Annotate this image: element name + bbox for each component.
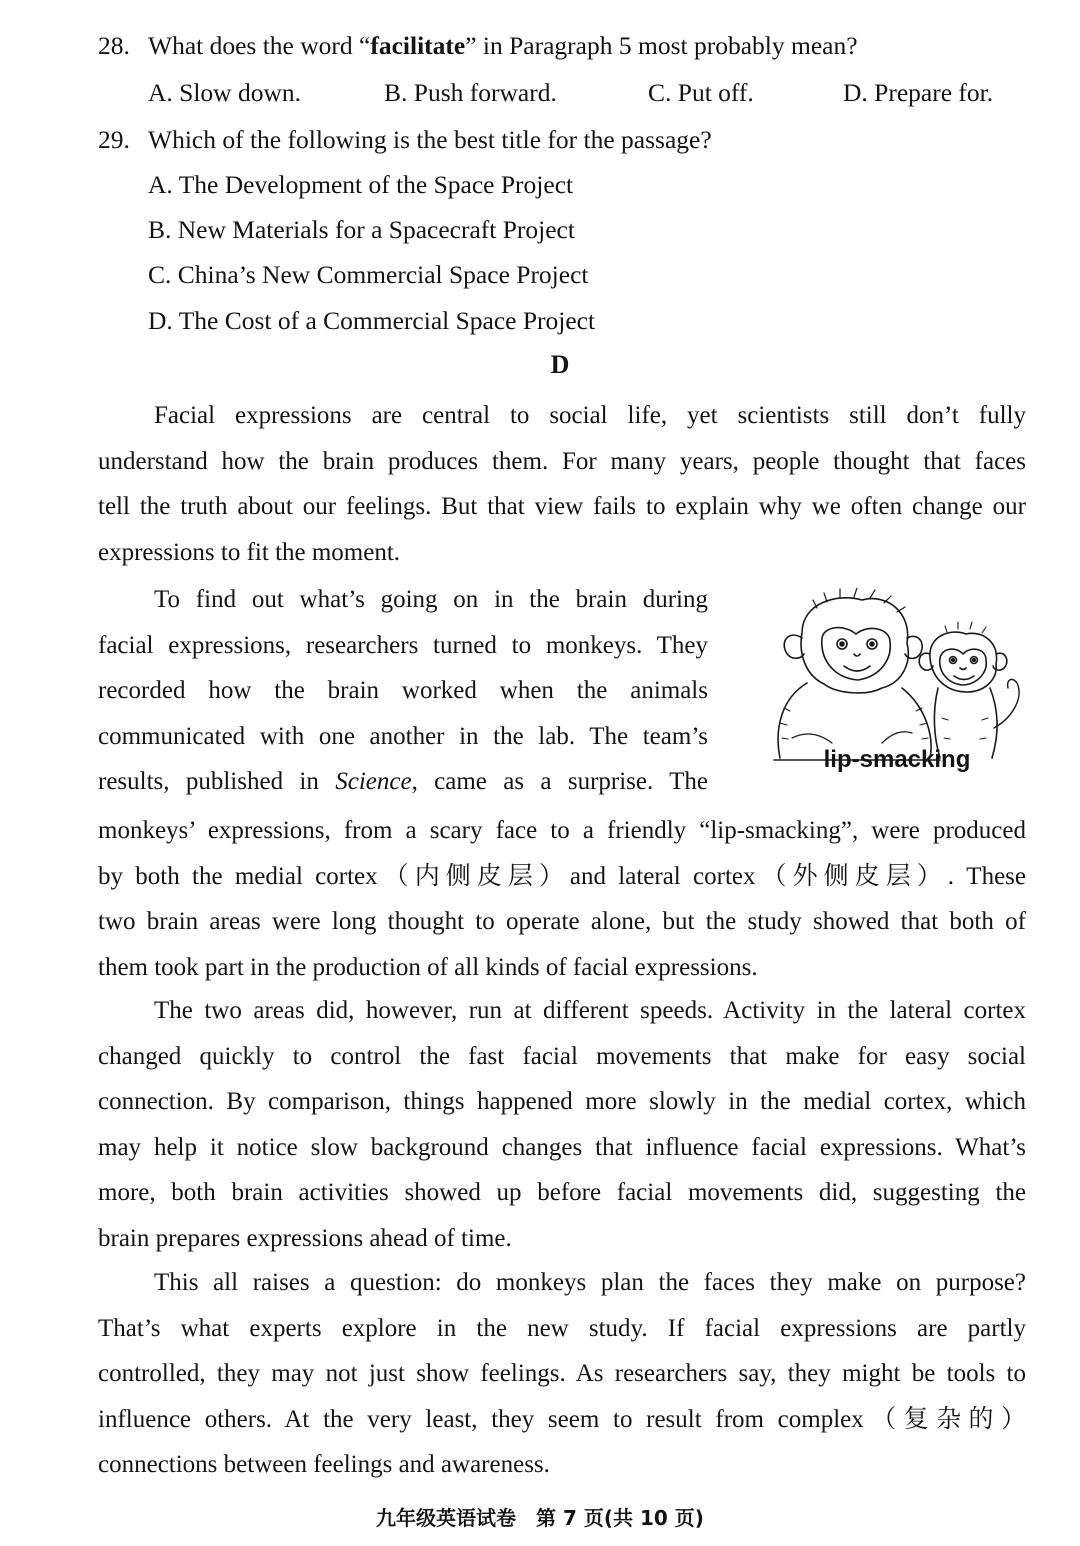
paragraph-2-wrapped [98,577,708,805]
text-line: brain prepares expressions ahead of time. [98,1224,512,1252]
text-line: recorded how the brain worked when the animals [98,677,708,705]
option-29-b: B. New Materials for a Spacecraft Project [148,215,575,244]
paragraph-1 [98,393,1026,575]
text-line: connection. By comparison, things happened more slowly in the medial cortex, which [98,1088,1026,1116]
stem-text: Which of the following is the best title for the passage? [148,125,712,154]
text-line [98,759,708,805]
text-line: understand how the brain produces them. For many years, people thought that faces [98,447,1026,475]
text-line: Facial expressions are central to social life, yet scientists still don’t fully [154,402,1026,429]
text-line: expressions to fit the moment. [98,538,401,566]
text-line: connections between feelings and awareness. [98,1451,550,1479]
figure-caption: lip-smacking [823,746,971,773]
section-heading: D [550,350,570,379]
text-line: To find out what’s going on in the brain during [154,586,708,613]
question-number: 29. [98,125,130,154]
paragraph-2-continued [98,808,1026,990]
text-run: , came as a surprise. The [411,768,708,796]
text-line: communicated with one another in the lab. The team’s [98,722,708,750]
text-line: two brain areas were long thought to operate alone, but the study showed that both of [98,908,1026,936]
question-number: 28. [98,31,130,60]
question-28-stem [98,31,858,61]
text-line: may help it notice slow background changes that influence facial expressions. What’s [98,1133,1026,1161]
text-line: This all raises a question: do monkeys plan the faces they make on purpose? [154,1269,1026,1296]
question-29-stem [98,125,712,155]
text-line: facial expressions, researchers turned to monkeys. They [98,631,708,659]
text-line: That’s what experts explore in the new study. If facial expressions are partly [98,1314,1026,1342]
option-28-b: B. Push forward. [384,78,557,107]
paragraph-4 [98,1260,1026,1488]
text-line: controlled, they may not just show feelings. As researchers say, they might be tools to [98,1360,1026,1388]
text-line: them took part in the production of all kinds of facial expressions. [98,953,758,981]
text-line: monkeys’ expressions, from a scary face to a friendly “lip-smacking”, were produced [98,817,1026,844]
stem-text: What does the word “ [148,31,371,60]
paragraph-3 [98,988,1026,1262]
option-28-c: C. Put off. [648,78,754,107]
page-footer: 九年级英语试卷 第 7 页(共 10 页) [376,1506,704,1530]
option-28-a: A. Slow down. [148,78,302,107]
journal-name: Science [335,768,412,796]
text-line: The two areas did, however, run at different speeds. Activity in the lateral cortex [154,997,1026,1024]
option-29-d: D. The Cost of a Commercial Space Project [148,306,596,335]
text-run: results, published in [98,768,336,796]
option-28-d: D. Prepare for. [843,78,994,107]
text-line: changed quickly to control the fast facial movements that make for easy social [98,1042,1026,1070]
text-line: tell the truth about our feelings. But that view fails to explain why we often change our [98,493,1026,521]
text-line: influence others. At the very least, they seem to result from complex（复杂的） [98,1405,1026,1433]
stem-text: ” in Paragraph 5 most probably mean? [465,31,858,60]
text-line: by both the medial cortex（内侧皮层）and lateral cortex（外侧皮层）. These [98,862,1026,890]
option-29-c: C. China’s New Commercial Space Project [148,260,589,289]
text-line: more, both brain activities showed up before facial movements did, suggesting the [98,1179,1026,1207]
option-29-a: A. The Development of the Space Project [148,170,574,199]
keyword: facilitate [370,31,466,60]
